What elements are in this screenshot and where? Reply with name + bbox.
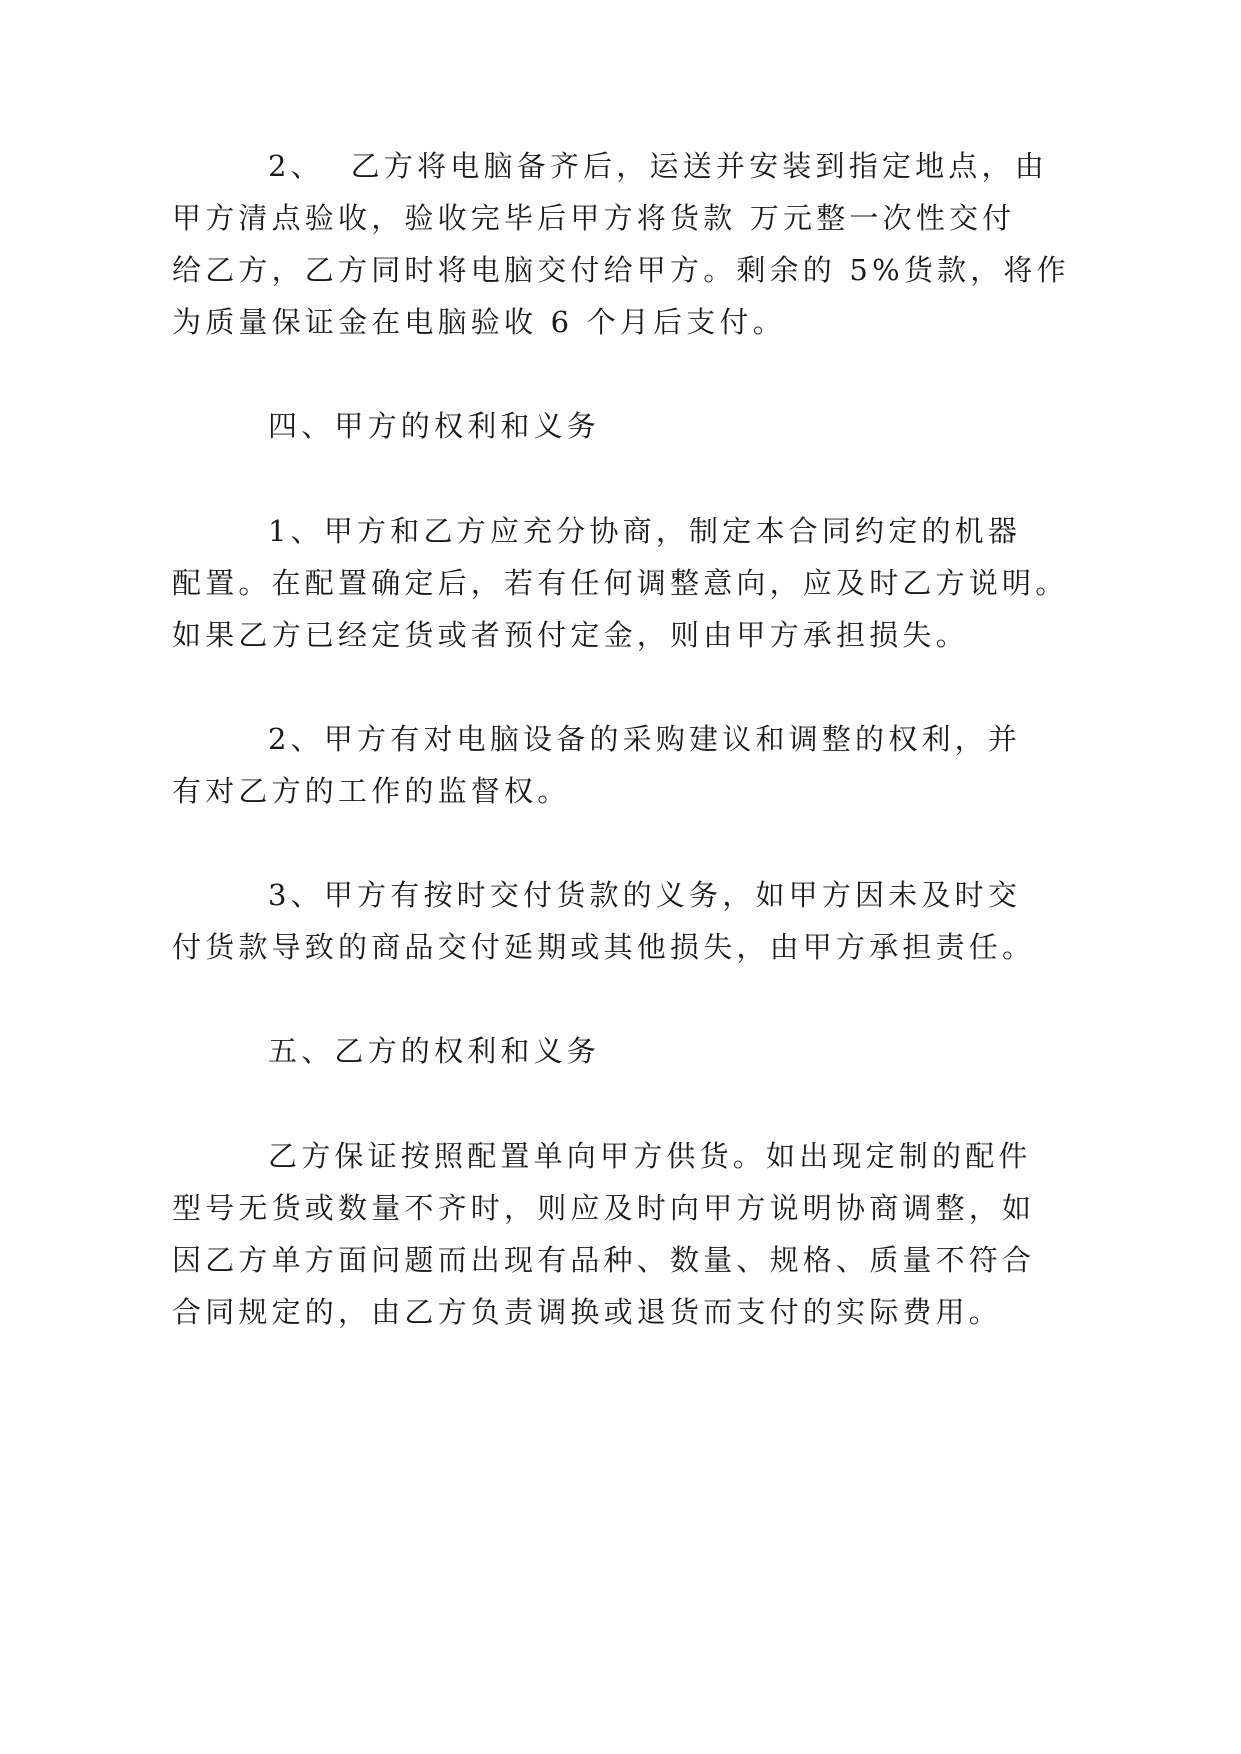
paragraph-line: 甲方清点验收，验收完毕后甲方将货款 万元整一次性交付 bbox=[172, 201, 1016, 235]
paragraph-line: 1、甲方和乙方应充分协商，制定本合同约定的机器 bbox=[268, 514, 1022, 548]
paragraph-line: 为质量保证金在电脑验收 6 个月后支付。 bbox=[172, 305, 786, 339]
paragraph-line: 型号无货或数量不齐时，则应及时向甲方说明协商调整，如 bbox=[172, 1191, 1036, 1225]
paragraph-line: 配置。在配置确定后，若有任何调整意向，应及时乙方说明。 bbox=[172, 566, 1069, 600]
paragraph-line: 因乙方单方面问题而出现有品种、数量、规格、质量不符合 bbox=[172, 1243, 1036, 1277]
section-heading: 五、乙方的权利和义务 bbox=[268, 1034, 601, 1068]
paragraph-line: 合同规定的，由乙方负责调换或退货而支付的实际费用。 bbox=[172, 1295, 1003, 1329]
paragraph-line: 有对乙方的工作的监督权。 bbox=[172, 774, 571, 808]
paragraph-line: 2、甲方有对电脑设备的采购建议和调整的权利，并 bbox=[268, 722, 1022, 756]
paragraph-line: 如果乙方已经定货或者预付定金，则由甲方承担损失。 bbox=[172, 618, 969, 652]
paragraph-line: 给乙方，乙方同时将电脑交付给甲方。剩余的 5%货款，将作 bbox=[172, 253, 1070, 287]
paragraph-line: 付货款导致的商品交付延期或其他损失，由甲方承担责任。 bbox=[172, 930, 1036, 964]
section-heading: 四、甲方的权利和义务 bbox=[268, 409, 601, 443]
paragraph-line: 乙方保证按照配置单向甲方供货。如出现定制的配件 bbox=[268, 1139, 1032, 1173]
paragraph-line: 3、甲方有按时交付货款的义务，如甲方因未及时交 bbox=[268, 878, 1022, 912]
paragraph-line: 2、 乙方将电脑备齐后，运送并安装到指定地点，由 bbox=[268, 149, 1048, 183]
